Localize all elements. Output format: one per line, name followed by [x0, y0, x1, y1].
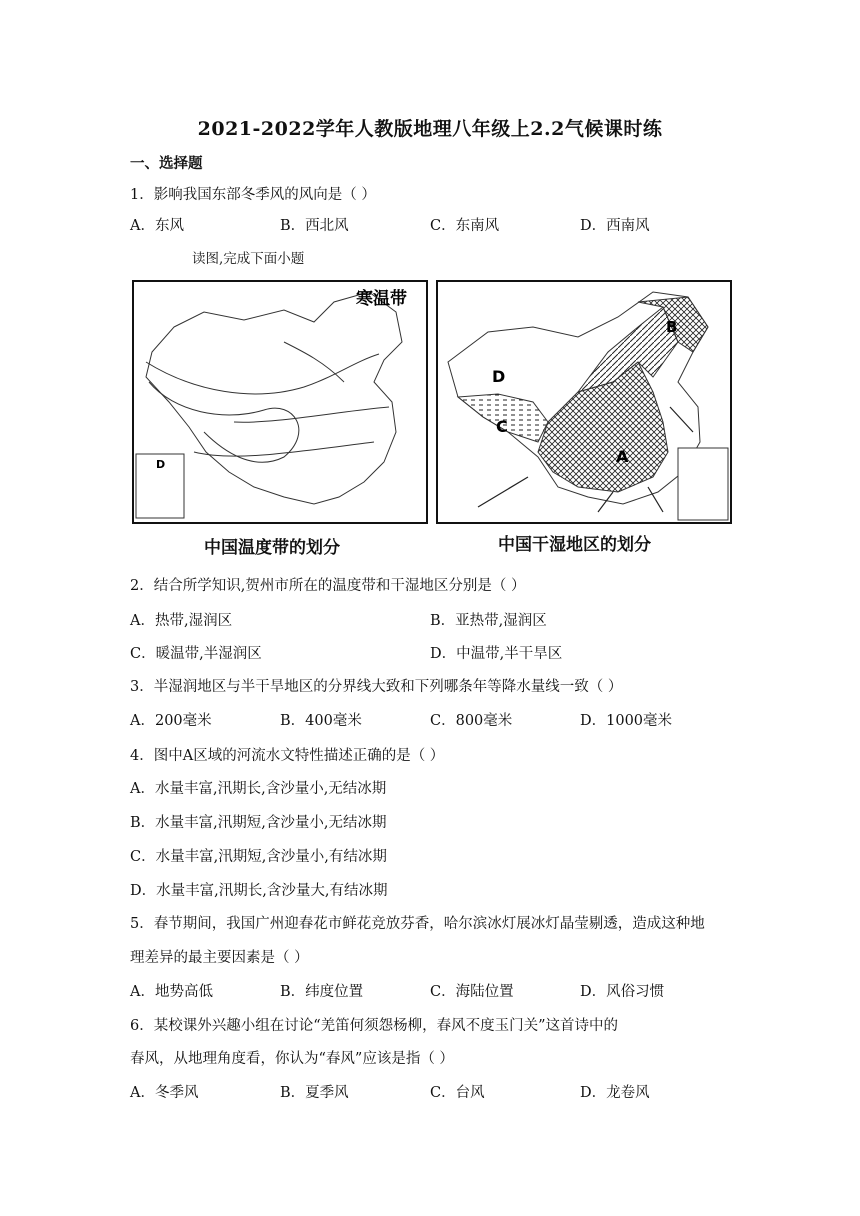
question-4-option-a: A．水量丰富,汛期长,含沙量小,无结冰期	[130, 781, 387, 797]
temperature-zone-map	[132, 280, 428, 524]
question-6-stem-line-1: 6．某校课外兴趣小组在讨论“羌笛何须怨杨柳，春风不度玉门关”这首诗中的	[130, 1018, 619, 1034]
question-3-option-d: D．1000毫米	[580, 713, 673, 729]
cold-temperate-label: 寒温带	[356, 289, 407, 309]
region-a-label: A	[616, 447, 629, 466]
question-5-option-c: C．海陆位置	[430, 984, 514, 1000]
region-b-label: B	[666, 318, 678, 336]
region-c-label: C	[496, 417, 508, 436]
question-1-option-c: C．东南风	[430, 218, 500, 234]
inset-label: D	[156, 458, 166, 471]
question-5-stem-line-1: 5．春节期间，我国广州迎春花市鲜花竞放芬香，哈尔滨冰灯展冰灯晶莹剔透，造成这种地	[130, 916, 705, 932]
figure-intro: 读图,完成下面小题	[192, 251, 305, 267]
question-6-option-c: C．台风	[430, 1085, 485, 1101]
question-2-option-c: C．暖温带,半湿润区	[130, 646, 262, 662]
question-6-stem-line-2: 春风，从地理角度看，你认为“春风”应该是指（ ）	[130, 1051, 454, 1067]
temperature-zone-map-drawing	[134, 282, 425, 521]
question-1-stem: 1．影响我国东部冬季风的风向是（ ）	[130, 187, 376, 203]
region-d-label: D	[492, 367, 506, 386]
question-5-option-b: B．纬度位置	[280, 984, 364, 1000]
question-1-option-b: B．西北风	[280, 218, 349, 234]
question-4-option-c: C．水量丰富,汛期短,含沙量小,有结冰期	[130, 849, 387, 865]
question-3-option-c: C．800毫米	[430, 713, 513, 729]
question-5-option-d: D．风俗习惯	[580, 984, 665, 1000]
question-4-option-d: D．水量丰富,汛期长,含沙量大,有结冰期	[130, 883, 388, 899]
dry-wet-map-caption: 中国干湿地区的划分	[498, 535, 651, 555]
question-2-option-b: B．亚热带,湿润区	[430, 613, 547, 629]
question-5-option-a: A．地势高低	[130, 984, 213, 1000]
question-2-stem: 2．结合所学知识,贺州市所在的温度带和干湿地区分别是（ ）	[130, 578, 526, 594]
document-title: 2021-2022学年人教版地理八年级上2.2气候课时练	[197, 118, 663, 140]
maps-figure	[132, 280, 732, 560]
question-3-stem: 3．半湿润地区与半干旱地区的分界线大致和下列哪条年等降水量线一致（ ）	[130, 679, 623, 695]
question-6-option-a: A．冬季风	[130, 1085, 199, 1101]
dry-wet-region-map-drawing	[438, 282, 729, 521]
question-1-option-a: A．东风	[130, 218, 184, 234]
question-5-stem-line-2: 理差异的最主要因素是（ ）	[130, 950, 309, 966]
section-heading: 一、选择题	[130, 155, 203, 172]
question-6-option-d: D．龙卷风	[580, 1085, 650, 1101]
question-3-option-b: B．400毫米	[280, 713, 362, 729]
dry-wet-region-map	[436, 280, 732, 524]
temperature-map-caption: 中国温度带的划分	[204, 538, 340, 558]
question-3-option-a: A．200毫米	[130, 713, 212, 729]
question-2-option-a: A．热带,湿润区	[130, 613, 233, 629]
question-4-stem: 4．图中A区域的河流水文特性描述正确的是（ ）	[130, 748, 445, 764]
question-6-option-b: B．夏季风	[280, 1085, 349, 1101]
question-4-option-b: B．水量丰富,汛期短,含沙量小,无结冰期	[130, 815, 387, 831]
question-2-option-d: D．中温带,半干旱区	[430, 646, 563, 662]
question-1-option-d: D．西南风	[580, 218, 650, 234]
